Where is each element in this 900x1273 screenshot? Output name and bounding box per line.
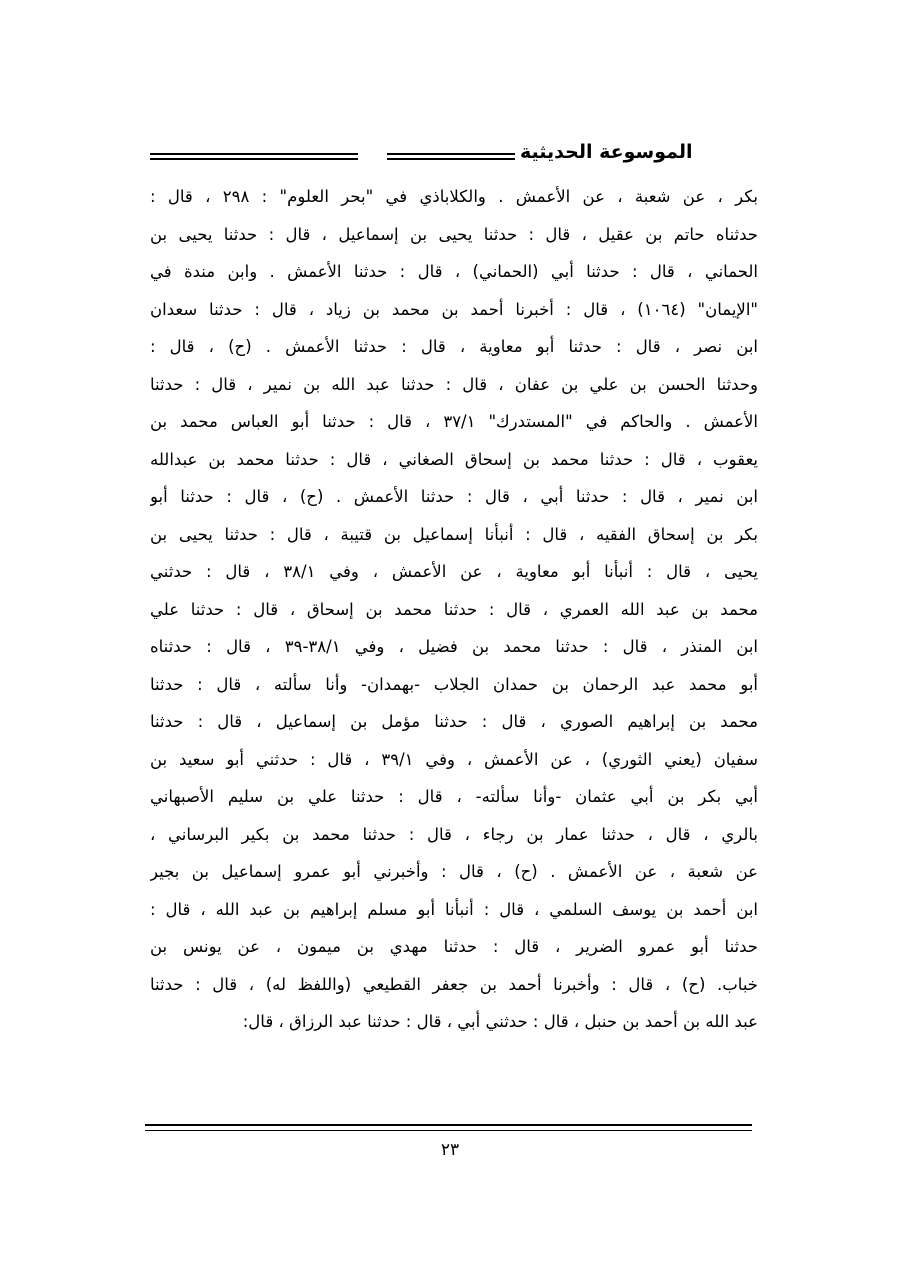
text-line: محمد بن عبد الله العمري ، قال : حدثنا محمد بن إسحاق ، قال : حدثنا علي bbox=[150, 599, 758, 619]
header-title: الموسوعة الحديثية bbox=[520, 141, 693, 163]
page-number: ٢٣ bbox=[440, 1140, 460, 1160]
text-line: الأعمش . والحاكم في "المستدرك" ٣٧/١ ، قال : حدثنا أبو العباس محمد بن bbox=[150, 412, 758, 431]
text-line: خباب. (ح) ، قال : وأخبرنا أحمد بن جعفر القطيعي (واللفظ له) ، قال : حدثنا bbox=[150, 974, 758, 994]
text-line: حدثناه حاتم بن عقيل ، قال : حدثنا يحيى بن إسماعيل ، قال : حدثنا يحيى بن bbox=[150, 224, 758, 244]
text-line: بكر ، عن شعبة ، عن الأعمش . والكلاباذي في "بحر العلوم" : ٢٩٨ ، قال : bbox=[150, 187, 758, 206]
text-line: ابن نمير ، قال : حدثنا أبي ، قال : حدثنا الأعمش . (ح) ، قال : حدثنا أبو bbox=[150, 487, 758, 506]
text-line: يحيى ، قال : أنبأنا أبو معاوية ، عن الأعمش ، وفي ٣٨/١ ، قال : حدثني bbox=[150, 562, 758, 581]
text-line: بالري ، قال ، حدثنا عمار بن رجاء ، قال : حدثنا محمد بن بكير البرساني ، bbox=[150, 824, 758, 844]
text-line: يعقوب ، قال : حدثنا محمد بن إسحاق الصغاني ، قال : حدثنا محمد بن عبدالله bbox=[150, 449, 758, 469]
text-line: "الإيمان" (١٠٦٤) ، قال : أخبرنا أحمد بن محمد بن زياد ، قال : حدثنا سعدان bbox=[150, 299, 758, 319]
text-line: وحدثنا الحسن بن علي بن عفان ، قال : حدثنا عبد الله بن نمير ، قال : حدثنا bbox=[150, 374, 758, 394]
header-rule-left bbox=[150, 153, 358, 160]
text-line: عبد الله بن أحمد بن حنبل ، قال : حدثني أبي ، قال : حدثنا عبد الرزاق ، قال: bbox=[242, 1012, 758, 1031]
text-line: بكر بن إسحاق الفقيه ، قال : أنبأنا إسماعيل بن قتيبة ، قال : حدثنا يحيى بن bbox=[150, 524, 758, 544]
text-line: أبو محمد عبد الرحمان بن حمدان الجلاب -بهمدان- وأنا سألته ، قال : حدثنا bbox=[150, 674, 758, 694]
text-line: ابن أحمد بن يوسف السلمي ، قال : أنبأنا أبو مسلم إبراهيم بن عبد الله ، قال : bbox=[150, 899, 758, 919]
header-rule-right bbox=[387, 153, 515, 160]
footer-rule bbox=[145, 1124, 752, 1131]
text-line: ابن المنذر ، قال : حدثنا محمد بن فضيل ، وفي ٣٨/١-٣٩ ، قال : حدثناه bbox=[150, 637, 758, 656]
text-line: محمد بن إبراهيم الصوري ، قال : حدثنا مؤمل بن إسماعيل ، قال : حدثنا bbox=[150, 712, 758, 731]
text-line: سفيان (يعني الثوري) ، عن الأعمش ، وفي ٣٩/١ ، قال : حدثني أبو سعيد بن bbox=[150, 749, 758, 769]
text-line: حدثنا أبو عمرو الضرير ، قال : حدثنا مهدي بن ميمون ، عن يونس بن bbox=[150, 937, 758, 956]
running-header bbox=[150, 138, 750, 172]
text-line: ابن نصر ، قال : حدثنا أبو معاوية ، قال : حدثنا الأعمش . (ح) ، قال : bbox=[150, 337, 758, 356]
text-line: أبي بكر بن أبي عثمان -وأنا سألته- ، قال : حدثنا علي بن سليم الأصبهاني bbox=[150, 787, 758, 806]
text-line: عن شعبة ، عن الأعمش . (ح) ، قال : وأخبرني أبو عمرو إسماعيل بن بجير bbox=[150, 862, 758, 881]
text-line: الحماني ، قال : حدثنا أبي (الحماني) ، قال : حدثنا الأعمش . وابن مندة في bbox=[150, 262, 758, 281]
body-text bbox=[150, 178, 758, 1041]
